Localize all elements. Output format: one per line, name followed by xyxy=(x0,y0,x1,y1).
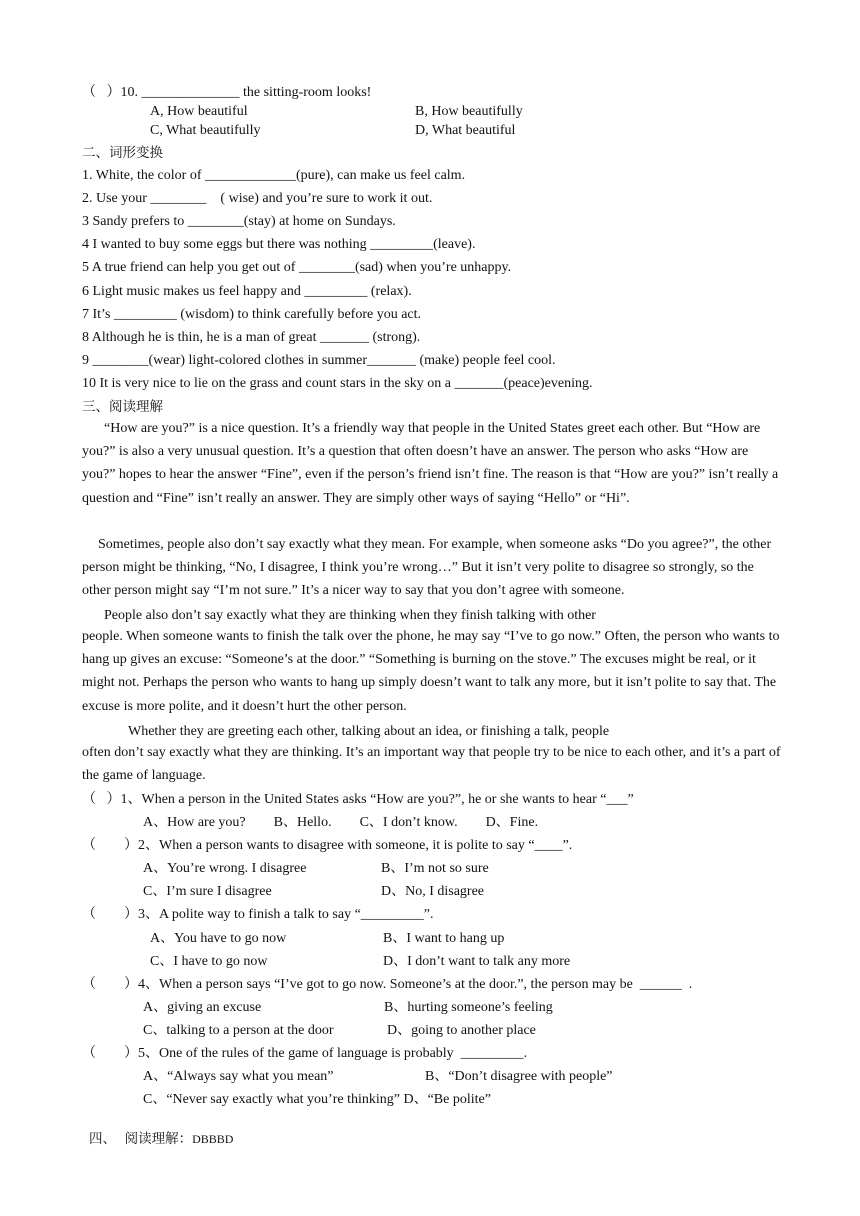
passage-paragraph-3: people. When someone wants to finish the talk over the phone, he may say “I’ve to go now.” Often, the person who wants to hang up gives an excuse: “Someone’s at the door.” “Something is burning on the stove.” The excuses might be real, or it might not. Perhaps the person who wants to hang up simply doesn’t want to talk any more, but it isn’t polite to say that. The excuse is more polite, and it doesn’t hurt the other person. xyxy=(82,629,780,714)
section-4-heading: 四、 阅读理解： xyxy=(89,1131,193,1147)
word-form-item: 8 Although he is thin, he is a man of great _______ (strong). xyxy=(82,330,421,345)
section-2-heading: 二、词形变换 xyxy=(82,145,163,161)
question-3-option-d: D、I don’t want to talk any more xyxy=(383,954,571,969)
question-2-option-d: D、No, I disagree xyxy=(381,884,485,899)
word-form-item: 7 It’s _________ (wisdom) to think carefully before you act. xyxy=(82,307,422,322)
word-form-item: 4 I wanted to buy some eggs but there was nothing _________(leave). xyxy=(82,237,476,252)
passage-paragraph-4: often don’t say exactly what they are thinking. It’s an important way that people try to be nice to each other, and it’s a part of the game of language. xyxy=(82,745,781,784)
question-4-option-d: D、going to another place xyxy=(387,1023,536,1038)
section-3-heading: 三、阅读理解 xyxy=(82,399,163,415)
word-form-item: 9 ________(wear) light-colored clothes in summer_______ (make) people feel cool. xyxy=(82,353,556,368)
question-2-option-b: B、I’m not so sure xyxy=(381,861,489,876)
passage-paragraph-1: “How are you?” is a nice question. It’s a friendly way that people in the United States greet each other. But “How are you?” is also a very unusual question. It’s a question that often doesn’t have an answer. The person who asks “How are you?” hopes to hear the answer “Fine”, even if the person’s friend isn’t fine. The reason is that “How are you?” isn’t really a question and “Fine” isn’t really an answer. They are simply other ways of saying “Hello” or “Hi”. xyxy=(82,421,779,506)
question-3-option-a: A、You have to go now xyxy=(150,931,287,946)
question-5-options-c-d: C、“Never say exactly what you’re thinking” D、“Be polite” xyxy=(143,1092,491,1107)
passage-paragraph-4-first-line: Whether they are greeting each other, talking about an idea, or finishing a talk, people xyxy=(128,724,610,739)
question-2-option-c: C、I’m sure I disagree xyxy=(143,884,272,899)
word-form-item: 1. White, the color of _____________(pure), can make us feel calm. xyxy=(82,168,466,183)
question-5-option-a: A、“Always say what you mean” xyxy=(143,1069,334,1084)
q10-option-d: D, What beautiful xyxy=(415,123,516,138)
question-2-option-a: A、You’re wrong. I disagree xyxy=(143,861,307,876)
q10-option-c: C, What beautifully xyxy=(150,123,261,138)
q10-stem: （ ）10. ______________ the sitting-room looks! xyxy=(82,85,372,100)
word-form-item: 3 Sandy prefers to ________(stay) at home on Sundays. xyxy=(82,214,396,229)
q10-option-a: A, How beautiful xyxy=(150,104,248,119)
question-4-option-b: B、hurting someone’s feeling xyxy=(384,1000,553,1015)
question-3-option-b: B、I want to hang up xyxy=(383,931,505,946)
section-4 xyxy=(82,1112,233,1149)
word-form-item: 10 It is very nice to lie on the grass and count stars in the sky on a _______(peace)evening. xyxy=(82,376,593,391)
word-form-item: 5 A true friend can help you get out of ________(sad) when you’re unhappy. xyxy=(82,260,512,275)
question-3-option-c: C、I have to go now xyxy=(150,954,268,969)
word-form-item: 2. Use your ________ ( wise) and you’re sure to work it out. xyxy=(82,191,433,206)
question-4-stem: （ ）4、When a person says “I’ve got to go now. Someone’s at the door.”, the person may be ______ . xyxy=(82,977,693,992)
question-4-option-c: C、talking to a person at the door xyxy=(143,1023,334,1038)
question-4-option-a: A、giving an excuse xyxy=(143,1000,262,1015)
answer-key: DBBBD xyxy=(192,1132,234,1146)
passage-paragraph-3-first-line: People also don’t say exactly what they are thinking when they finish talking with other xyxy=(104,608,596,623)
question-1-options: A、How are you? B、Hello. C、I don’t know. D、Fine. xyxy=(143,815,539,830)
word-form-item: 6 Light music makes us feel happy and _________ (relax). xyxy=(82,284,412,299)
question-1-stem: （ ）1、When a person in the United States asks “How are you?”, he or she wants to hear “___” xyxy=(82,792,634,807)
q10-option-b: B, How beautifully xyxy=(415,104,523,119)
question-5-option-b: B、“Don’t disagree with people” xyxy=(425,1069,613,1084)
question-2-stem: （ ）2、When a person wants to disagree with someone, it is polite to say “____”. xyxy=(82,838,573,853)
question-3-stem: （ ）3、A polite way to finish a talk to say “_________”. xyxy=(82,907,434,922)
passage-paragraph-2: Sometimes, people also don’t say exactly what they mean. For example, when someone asks “Do you agree?”, the other person might be thinking, “No, I disagree, I think you’re wrong…” But it isn’t very polite to disagree so strongly, so the other person might say “I’m not sure.” It’s a nicer way to say that you don’t agree with someone. xyxy=(82,537,772,599)
question-5-stem: （ ）5、One of the rules of the game of language is probably _________. xyxy=(82,1046,528,1061)
